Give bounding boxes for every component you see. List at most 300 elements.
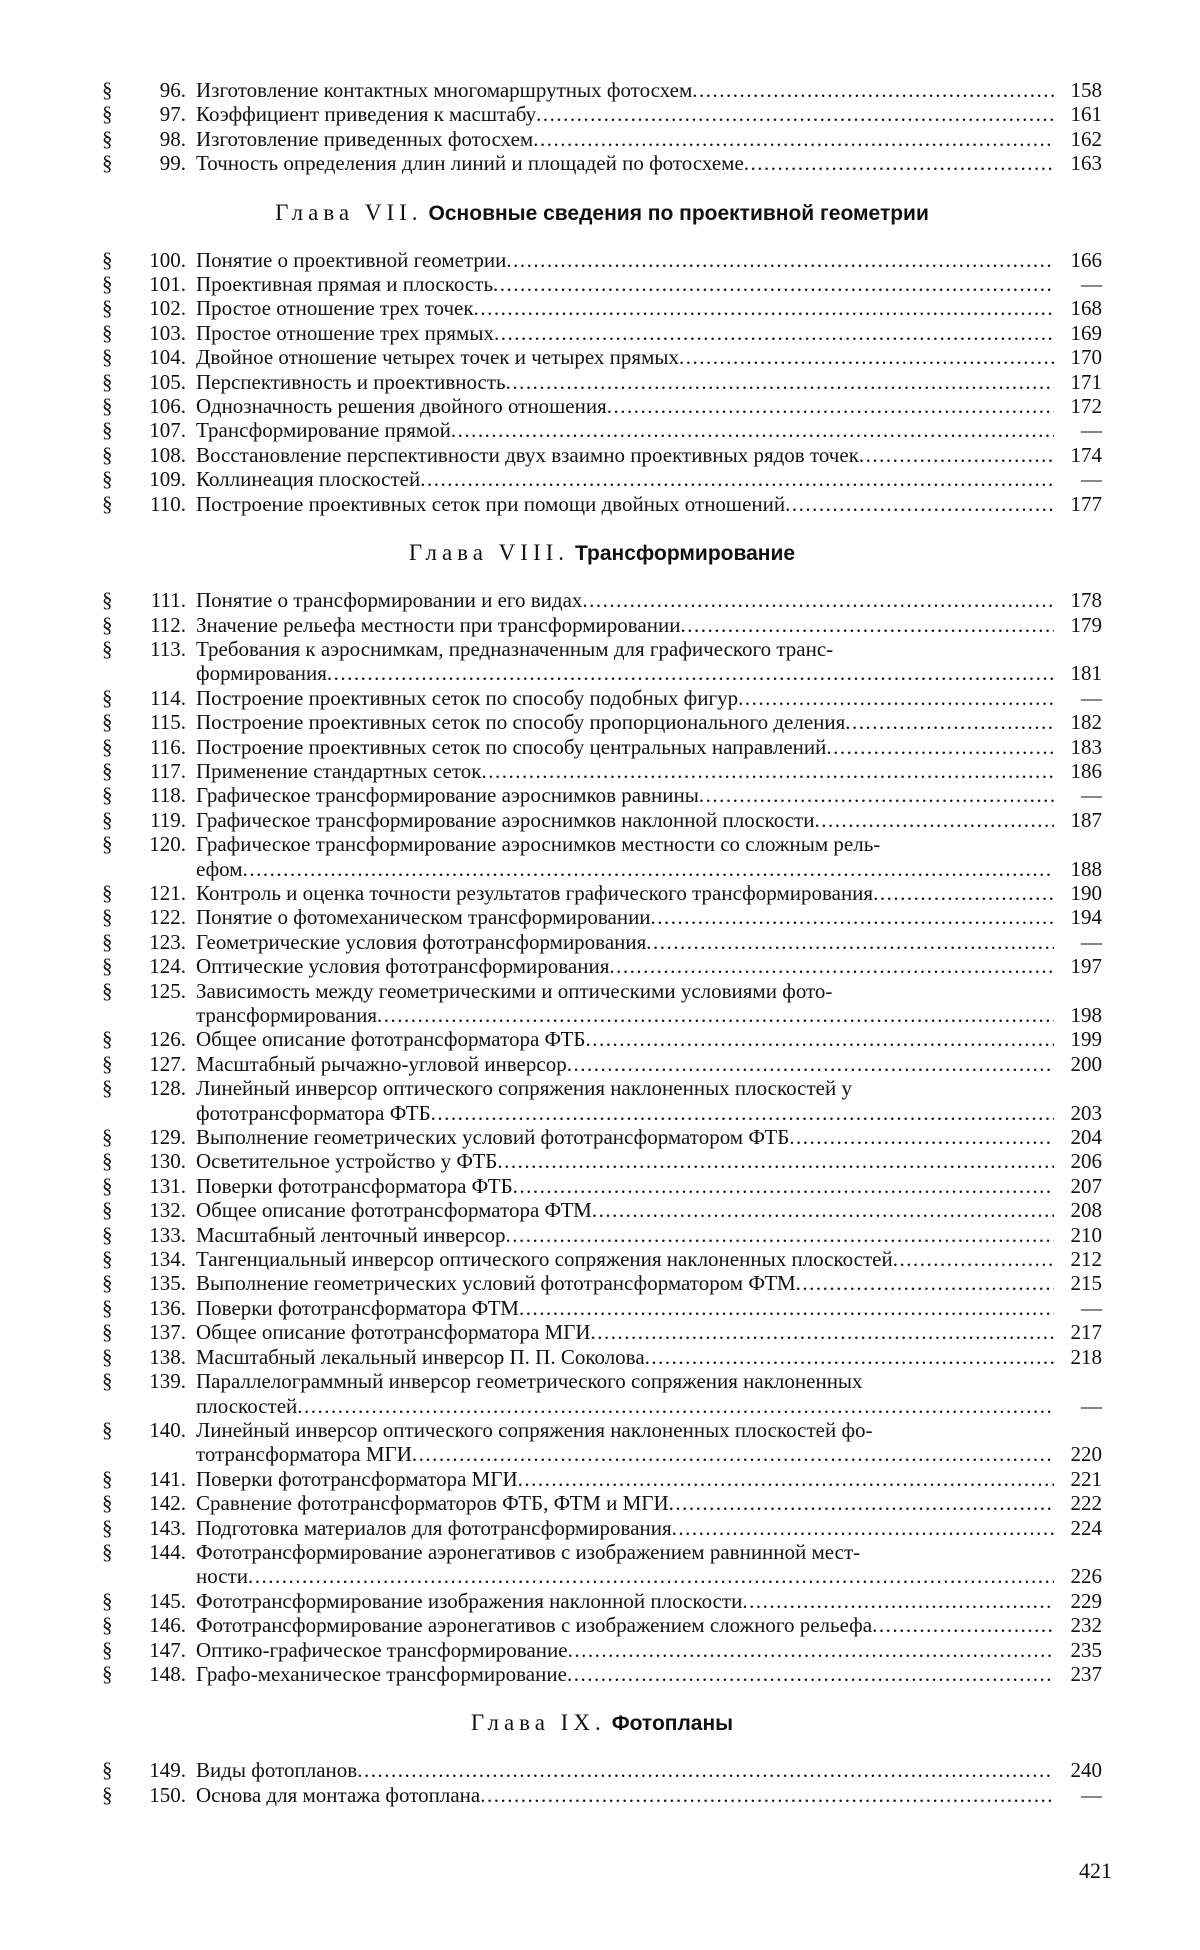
title-text: Масштабный рычажно-угловой инверсор — [196, 1051, 567, 1076]
chapter-title: Трансформирование — [575, 542, 796, 566]
toc-entry — [102, 881, 1102, 905]
title-text: Осветительное устройство у ФТБ — [196, 1149, 498, 1174]
leader-dots — [699, 783, 1054, 807]
title-line — [196, 1783, 1054, 1807]
title-text: Подготовка материалов для фототрансформирования — [196, 1515, 672, 1540]
title-line — [196, 735, 1054, 759]
toc-entry — [102, 1027, 1102, 1051]
section-title — [196, 1662, 1054, 1686]
title-line — [196, 248, 1054, 272]
page-ref: 224 — [1070, 1515, 1102, 1540]
section-number: 123. — [149, 929, 186, 954]
section-title — [196, 832, 1054, 881]
section-sign: § — [102, 272, 113, 297]
leader-dots — [420, 467, 1054, 491]
toc-entry — [102, 102, 1102, 126]
section-title — [196, 492, 1054, 516]
page-ref: 197 — [1070, 954, 1102, 979]
section-sign: § — [102, 102, 113, 127]
title-line — [196, 443, 1054, 467]
toc-entry — [102, 1638, 1102, 1662]
section-sign: § — [102, 1344, 113, 1369]
section-title — [196, 248, 1054, 272]
page-ref: 217 — [1070, 1320, 1102, 1345]
title-text: ности — [196, 1564, 248, 1589]
leader-dots — [506, 370, 1054, 394]
leader-dots — [873, 881, 1054, 905]
chapter-title: Фотопланы — [611, 1712, 734, 1736]
page-ref: — — [1081, 783, 1102, 808]
page-ref: 182 — [1070, 710, 1102, 735]
leader-dots — [645, 1345, 1054, 1369]
title-text: Тангенциальный инверсор оптического сопряжения наклоненных плоскостей — [196, 1247, 893, 1272]
title-line — [196, 686, 1054, 710]
title-text: Поверки фототрансформатора МГИ — [196, 1466, 518, 1491]
section-title — [196, 296, 1054, 320]
section-number: 143. — [149, 1515, 186, 1540]
leader-dots — [744, 151, 1054, 175]
page-ref: 166 — [1070, 247, 1102, 272]
section-title — [196, 881, 1054, 905]
title-line — [196, 1247, 1054, 1271]
toc-entry — [102, 759, 1102, 783]
title-text: Понятие о проективной геометрии — [196, 247, 507, 272]
page-ref: 215 — [1070, 1271, 1102, 1296]
section-sign: § — [102, 636, 113, 661]
section-sign: § — [102, 320, 113, 345]
title-line — [196, 1758, 1054, 1782]
toc-entry — [102, 1223, 1102, 1247]
title-text: Трансформирование прямой — [196, 418, 451, 443]
title-line — [196, 710, 1054, 734]
section-title — [196, 759, 1054, 783]
section-number: 131. — [149, 1173, 186, 1198]
leader-dots — [859, 443, 1054, 467]
title-line: Линейный инверсор оптического сопряжения наклоненных плоскостей фо- — [196, 1417, 873, 1442]
toc-entry — [102, 1247, 1102, 1271]
toc-entry — [102, 1758, 1102, 1782]
toc-entry — [102, 1418, 1102, 1467]
toc-entry — [102, 1076, 1102, 1125]
leader-dots — [845, 710, 1054, 734]
section-title — [196, 345, 1054, 369]
chapter-heading — [102, 1710, 1102, 1736]
title-line — [196, 1198, 1054, 1222]
title-line — [196, 492, 1054, 516]
title-line — [196, 783, 1054, 807]
title-line: Требования к аэроснимкам, предназначенным для графического транс- — [196, 636, 834, 661]
section-title — [196, 1369, 1054, 1418]
section-number: 97. — [159, 102, 186, 127]
section-number: 142. — [149, 1491, 186, 1516]
title-text: Перспективность и проективность — [196, 369, 506, 394]
section-title — [196, 467, 1054, 491]
toc-entry — [102, 1174, 1102, 1198]
title-text: Поверки фототрансформатора ФТМ — [196, 1295, 519, 1320]
title-line — [196, 1345, 1054, 1369]
section-number: 135. — [149, 1271, 186, 1296]
toc-entry — [102, 1125, 1102, 1149]
page-ref: — — [1081, 1393, 1102, 1418]
section-number: 145. — [149, 1588, 186, 1613]
title-text: Однозначность решения двойного отношения — [196, 394, 607, 419]
title-line — [196, 394, 1054, 418]
leader-dots — [591, 1320, 1054, 1344]
section-title — [196, 954, 1054, 978]
toc-entry — [102, 735, 1102, 759]
section-number: 114. — [150, 685, 186, 710]
section-number: 137. — [149, 1320, 186, 1345]
leader-dots — [536, 102, 1054, 126]
section-number: 101. — [149, 272, 186, 297]
title-text: Понятие о фотомеханическом трансформировании — [196, 905, 651, 930]
section-sign: § — [102, 880, 113, 905]
page-ref: 218 — [1070, 1344, 1102, 1369]
leader-dots — [607, 394, 1054, 418]
section-sign: § — [102, 807, 113, 832]
title-text: Оптико-графическое трансформирование — [196, 1637, 568, 1662]
section-sign: § — [102, 467, 113, 492]
section-title — [196, 613, 1054, 637]
section-sign: § — [102, 612, 113, 637]
section-number: 100. — [149, 247, 186, 272]
leader-dots — [672, 1516, 1054, 1540]
title-line-continued — [196, 1003, 1054, 1027]
toc-entry — [102, 979, 1102, 1028]
leader-dots — [789, 1125, 1054, 1149]
page-ref: 222 — [1070, 1491, 1102, 1516]
leader-dots — [518, 1467, 1054, 1491]
title-text: Построение проективных сеток при помощи двойных отношений — [196, 491, 786, 516]
title-line-continued — [196, 1442, 1054, 1466]
title-text: Графо-механическое трансформирование — [196, 1661, 567, 1686]
page-ref: 172 — [1070, 394, 1102, 419]
title-line — [196, 1223, 1054, 1247]
page-ref: 169 — [1070, 320, 1102, 345]
leader-dots — [679, 345, 1054, 369]
toc-entry — [102, 905, 1102, 929]
section-sign: § — [102, 734, 113, 759]
title-line — [196, 1271, 1054, 1295]
toc-entry — [102, 613, 1102, 637]
title-line — [196, 1320, 1054, 1344]
section-title — [196, 127, 1054, 151]
title-line-continued — [196, 1101, 1054, 1125]
section-number: 124. — [149, 954, 186, 979]
section-sign: § — [102, 1295, 113, 1320]
title-text: Точность определения длин линий и площадей по фотосхеме — [196, 151, 744, 176]
page-ref: 206 — [1070, 1149, 1102, 1174]
page-ref: 194 — [1070, 905, 1102, 930]
section-sign: § — [102, 783, 113, 808]
section-sign: § — [102, 758, 113, 783]
title-text: Масштабный ленточный инверсор — [196, 1222, 506, 1247]
title-text: Построение проективных сеток по способу центральных направлений — [196, 734, 827, 759]
section-number: 119. — [150, 807, 186, 832]
section-title — [196, 1783, 1054, 1807]
title-text: Двойное отношение четырех точек и четырех прямых — [196, 345, 679, 370]
leader-dots — [480, 1783, 1054, 1807]
title-text: Выполнение геометрических условий фототрансформатором ФТБ — [196, 1125, 790, 1150]
title-line — [196, 1662, 1054, 1686]
page-ref: 168 — [1070, 296, 1102, 321]
toc-entry — [102, 151, 1102, 175]
section-title — [196, 637, 1054, 686]
chapter-heading — [102, 200, 1102, 226]
page-ref: 170 — [1070, 345, 1102, 370]
section-number: 125. — [149, 978, 186, 1003]
section-sign: § — [102, 1076, 113, 1101]
toc-entry — [102, 783, 1102, 807]
title-text: Изготовление приведенных фотосхем — [196, 126, 534, 151]
page-ref: — — [1081, 1782, 1102, 1807]
section-sign: § — [102, 685, 113, 710]
section-title — [196, 1638, 1054, 1662]
title-line — [196, 1052, 1054, 1076]
toc-entry — [102, 1783, 1102, 1807]
toc-entry — [102, 321, 1102, 345]
section-number: 104. — [149, 345, 186, 370]
title-line — [196, 418, 1054, 442]
title-line: Зависимость между геометрическими и оптическими условиями фото- — [196, 978, 833, 1003]
title-line — [196, 321, 1054, 345]
title-line: Линейный инверсор оптического сопряжения наклоненных плоскостей у — [196, 1076, 852, 1101]
section-sign: § — [102, 1271, 113, 1296]
title-line — [196, 102, 1054, 126]
title-text: Графическое трансформирование аэроснимков равнины — [196, 783, 699, 808]
title-line — [196, 1638, 1054, 1662]
toc-entry — [102, 808, 1102, 832]
section-number: 146. — [149, 1613, 186, 1638]
section-sign: § — [102, 1027, 113, 1052]
toc-entry — [102, 832, 1102, 881]
title-line — [196, 954, 1054, 978]
toc-entry — [102, 1271, 1102, 1295]
title-text: Масштабный лекальный инверсор П. П. Соколова — [196, 1344, 645, 1369]
toc-entry — [102, 710, 1102, 734]
title-line — [196, 1174, 1054, 1198]
section-title — [196, 394, 1054, 418]
title-line — [196, 1296, 1054, 1320]
title-text: формирования — [196, 661, 327, 686]
leader-dots — [431, 1101, 1054, 1125]
toc-entry — [102, 127, 1102, 151]
title-line — [196, 1491, 1054, 1515]
section-title — [196, 1174, 1054, 1198]
leader-dots — [826, 735, 1054, 759]
section-number: 113. — [150, 636, 186, 661]
leader-dots — [497, 1149, 1054, 1173]
section-title — [196, 1149, 1054, 1173]
page-ref: 178 — [1070, 588, 1102, 613]
title-line — [196, 930, 1054, 954]
leader-dots — [814, 808, 1054, 832]
chapter-label: Глава IX. — [470, 1710, 606, 1736]
page-ref: 235 — [1070, 1637, 1102, 1662]
page-ref: 187 — [1070, 807, 1102, 832]
leader-dots — [582, 588, 1054, 612]
section-sign: § — [102, 126, 113, 151]
section-sign: § — [102, 1466, 113, 1491]
title-line — [196, 613, 1054, 637]
section-number: 102. — [149, 296, 186, 321]
section-sign: § — [102, 1515, 113, 1540]
leader-dots — [609, 954, 1054, 978]
title-line — [196, 1027, 1054, 1051]
section-sign: § — [102, 1051, 113, 1076]
section-number: 105. — [149, 369, 186, 394]
title-text: Изготовление контактных многомаршрутных фотосхем — [196, 78, 693, 102]
page-ref: 232 — [1070, 1613, 1102, 1638]
section-number: 126. — [149, 1027, 186, 1052]
section-number: 122. — [149, 905, 186, 930]
leader-dots — [586, 1027, 1055, 1051]
title-text: Виды фотопланов — [196, 1758, 358, 1783]
section-number: 127. — [149, 1051, 186, 1076]
title-text: Построение проективных сеток по способу пропорционального деления — [196, 710, 846, 735]
section-sign: § — [102, 296, 113, 321]
leader-dots — [646, 930, 1054, 954]
title-text: Выполнение геометрических условий фототрансформатором ФТМ — [196, 1271, 796, 1296]
toc-entry — [102, 394, 1102, 418]
section-number: 120. — [149, 832, 186, 857]
title-text: Общее описание фототрансформатора МГИ — [196, 1320, 591, 1345]
section-sign: § — [102, 1125, 113, 1150]
section-number: 144. — [149, 1539, 186, 1564]
page-ref: 161 — [1070, 102, 1102, 127]
title-line-continued — [196, 1394, 1054, 1418]
toc-entry — [102, 345, 1102, 369]
page-ref: 186 — [1070, 758, 1102, 783]
toc-entry — [102, 296, 1102, 320]
section-sign: § — [102, 588, 113, 613]
title-line — [196, 78, 1054, 102]
section-number: 109. — [149, 467, 186, 492]
section-sign: § — [102, 345, 113, 370]
section-sign: § — [102, 1588, 113, 1613]
toc-entry — [102, 930, 1102, 954]
title-line — [196, 467, 1054, 491]
title-text: трансформирования — [196, 1003, 377, 1027]
section-title — [196, 1125, 1054, 1149]
leader-dots — [568, 1638, 1054, 1662]
leader-dots — [357, 1758, 1054, 1782]
title-text: Графическое трансформирование аэроснимков наклонной плоскости — [196, 807, 815, 832]
section-number: 116. — [150, 734, 186, 759]
toc-entry — [102, 1198, 1102, 1222]
section-sign: § — [102, 1782, 113, 1807]
leader-dots — [481, 759, 1054, 783]
section-number: 108. — [149, 442, 186, 467]
title-text: Построение проективных сеток по способу подобных фигур — [196, 685, 739, 710]
page-ref: 198 — [1070, 1003, 1102, 1027]
title-text: Геометрические условия фототрансформирования — [196, 929, 647, 954]
section-title — [196, 1589, 1054, 1613]
page-ref: 171 — [1070, 369, 1102, 394]
page-ref: — — [1081, 467, 1102, 492]
chapter-title: Основные сведения по проективной геометрии — [428, 201, 929, 225]
section-sign: § — [102, 905, 113, 930]
title-text: Поверки фототрансформатора ФТБ — [196, 1173, 513, 1198]
leader-dots — [519, 1296, 1054, 1320]
section-title — [196, 78, 1054, 102]
title-text: Общее описание фототрансформатора ФТМ — [196, 1198, 592, 1223]
section-sign: § — [102, 1637, 113, 1662]
section-number: 110. — [150, 491, 186, 516]
section-sign: § — [102, 1491, 113, 1516]
page-ref: 200 — [1070, 1051, 1102, 1076]
leader-dots — [451, 418, 1054, 442]
title-line: Параллелограммный инверсор геометрического сопряжения наклоненных — [196, 1369, 863, 1394]
leader-dots — [738, 686, 1054, 710]
title-text: Оптические условия фототрансформирования — [196, 954, 610, 979]
title-line — [196, 296, 1054, 320]
leader-dots — [567, 1662, 1054, 1686]
toc-entry — [102, 1369, 1102, 1418]
section-title — [196, 783, 1054, 807]
section-title — [196, 1296, 1054, 1320]
section-number: 99. — [159, 151, 186, 176]
section-title — [196, 1052, 1054, 1076]
section-number: 115. — [150, 710, 186, 735]
section-number: 149. — [149, 1758, 186, 1783]
section-number: 96. — [159, 78, 186, 102]
page-ref: 226 — [1070, 1564, 1102, 1589]
section-sign: § — [102, 978, 113, 1003]
title-text: плоскостей — [196, 1393, 298, 1418]
title-text: фототрансформатора ФТБ — [196, 1100, 431, 1125]
section-sign: § — [102, 1758, 113, 1783]
title-line — [196, 1516, 1054, 1540]
section-sign: § — [102, 1198, 113, 1223]
toc-entry — [102, 1589, 1102, 1613]
title-text: Фототрансформирование аэронегативов с изображением сложного рельефа — [196, 1613, 873, 1638]
toc-entry — [102, 272, 1102, 296]
toc-entry — [102, 248, 1102, 272]
section-number: 103. — [149, 320, 186, 345]
page-ref: — — [1081, 685, 1102, 710]
section-sign: § — [102, 1320, 113, 1345]
page-ref: 177 — [1070, 491, 1102, 516]
page-ref: 237 — [1070, 1661, 1102, 1686]
toc-entry — [102, 1052, 1102, 1076]
section-sign: § — [102, 1539, 113, 1564]
leader-dots — [742, 1589, 1054, 1613]
section-number: 112. — [150, 612, 186, 637]
section-title — [196, 1758, 1054, 1782]
section-number: 107. — [149, 418, 186, 443]
section-sign: § — [102, 78, 113, 102]
leader-dots — [567, 1052, 1054, 1076]
toc-entry — [102, 1467, 1102, 1491]
title-text: Общее описание фототрансформатора ФТБ — [196, 1027, 586, 1052]
page-ref: 174 — [1070, 442, 1102, 467]
page-ref: 220 — [1070, 1442, 1102, 1467]
section-sign: § — [102, 1149, 113, 1174]
section-title — [196, 905, 1054, 929]
section-sign: § — [102, 1417, 113, 1442]
section-title — [196, 321, 1054, 345]
toc-entry — [102, 418, 1102, 442]
toc-entry — [102, 1516, 1102, 1540]
leader-dots — [785, 492, 1054, 516]
leader-dots — [692, 78, 1054, 102]
leader-dots — [506, 248, 1054, 272]
page-ref: 181 — [1070, 661, 1102, 686]
section-title — [196, 808, 1054, 832]
page-ref: 240 — [1070, 1758, 1102, 1783]
toc-entry — [102, 443, 1102, 467]
